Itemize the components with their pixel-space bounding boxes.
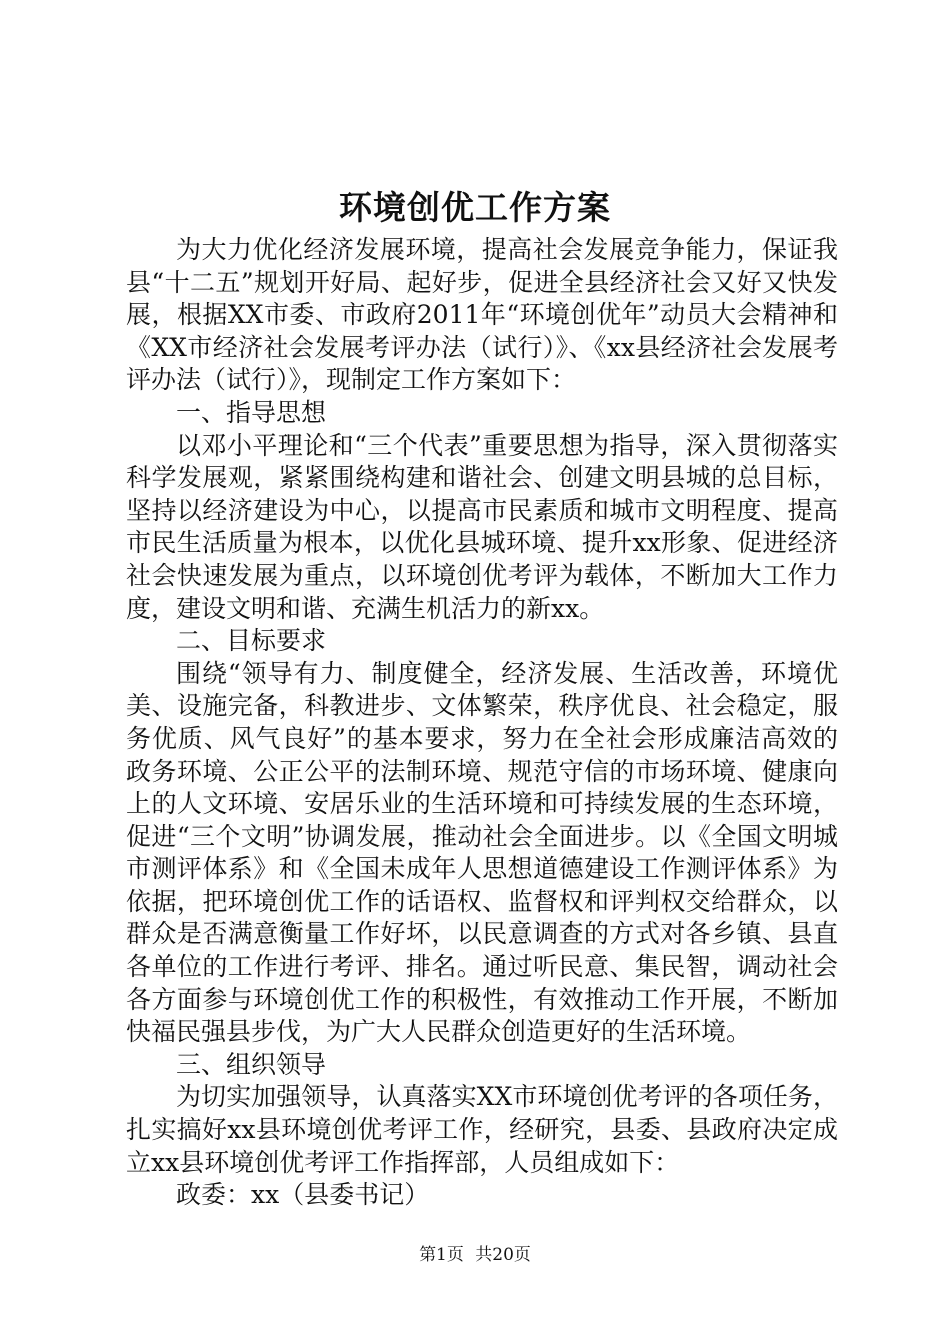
guiding-ideology-paragraph: 以邓小平理论和“三个代表”重要思想为指导，深入贯彻落实科学发展观，紧紧围绕构建和谐社会、创建文明县城的总目标，坚持以经济建设为中心，以提高市民素质和城市文明程度、提高市民生活质量为根本，以优化县城环境、提升xx形象、促进经济社会快速发展为重点，以环境创优考评为载体，不断加大工作力度，建设文明和谐、充满生机活力的新xx。 xyxy=(126,430,838,623)
organization-paragraph: 为切实加强领导，认真落实XX市环境创优考评的各项任务，扎实搞好xx县环境创优考评工作，经研究，县委、县政府决定成立xx县环境创优考评工作指挥部，人员组成如下： xyxy=(126,1082,838,1177)
section-heading-guiding-ideology: 一、指导思想 xyxy=(176,397,327,427)
section-heading-organization: 三、组织领导 xyxy=(176,1049,327,1079)
intro-paragraph: 为大力优化经济发展环境，提高社会发展竞争能力，保证我县“十二五”规划开好局、起好步，促进全县经济社会又好又快发展，根据XX市委、市政府2011年“环境创优年”动员大会精神和《XX市经济社会发展考评办法（试行）》、《xx县经济社会发展考评办法（试行）》，现制定工作方案如下： xyxy=(126,235,838,395)
page-total: 共20页 xyxy=(475,1245,531,1265)
goals-paragraph: 围绕“领导有力、制度健全，经济发展、生活改善，环境优美、设施完备，科教进步、文体繁荣，秩序优良、社会稳定，服务优质、风气良好”的基本要求，努力在全社会形成廉洁高效的政务环境、公正公平的法制环境、规范守信的市场环境、健康向上的人文环境、安居乐业的生活环境和可持续发展的生态环境，促进“三个文明”协调发展，推动社会全面进步。以《全国文明城市测评体系》和《全国未成年人思想道德建设工作测评体系》为依据，把环境创优工作的话语权、监督权和评判权交给群众，以群众是否满意衡量工作好坏，以民意调查的方式对各乡镇、县直各单位的工作进行考评、排名。通过听民意、集民智，调动社会各方面参与环境创优工作的积极性，有效推动工作开展，不断加快福民强县步伐，为广大人民群众创造更好的生活环境。 xyxy=(126,658,838,1047)
section-heading-goals: 二、目标要求 xyxy=(176,626,327,656)
page-footer xyxy=(0,1243,950,1267)
document-title: 环境创优工作方案 xyxy=(339,188,611,227)
page-number: 第1页 xyxy=(419,1245,464,1265)
document-body xyxy=(126,234,838,1212)
commissar-line: 政委：xx（县委书记） xyxy=(176,1180,430,1210)
